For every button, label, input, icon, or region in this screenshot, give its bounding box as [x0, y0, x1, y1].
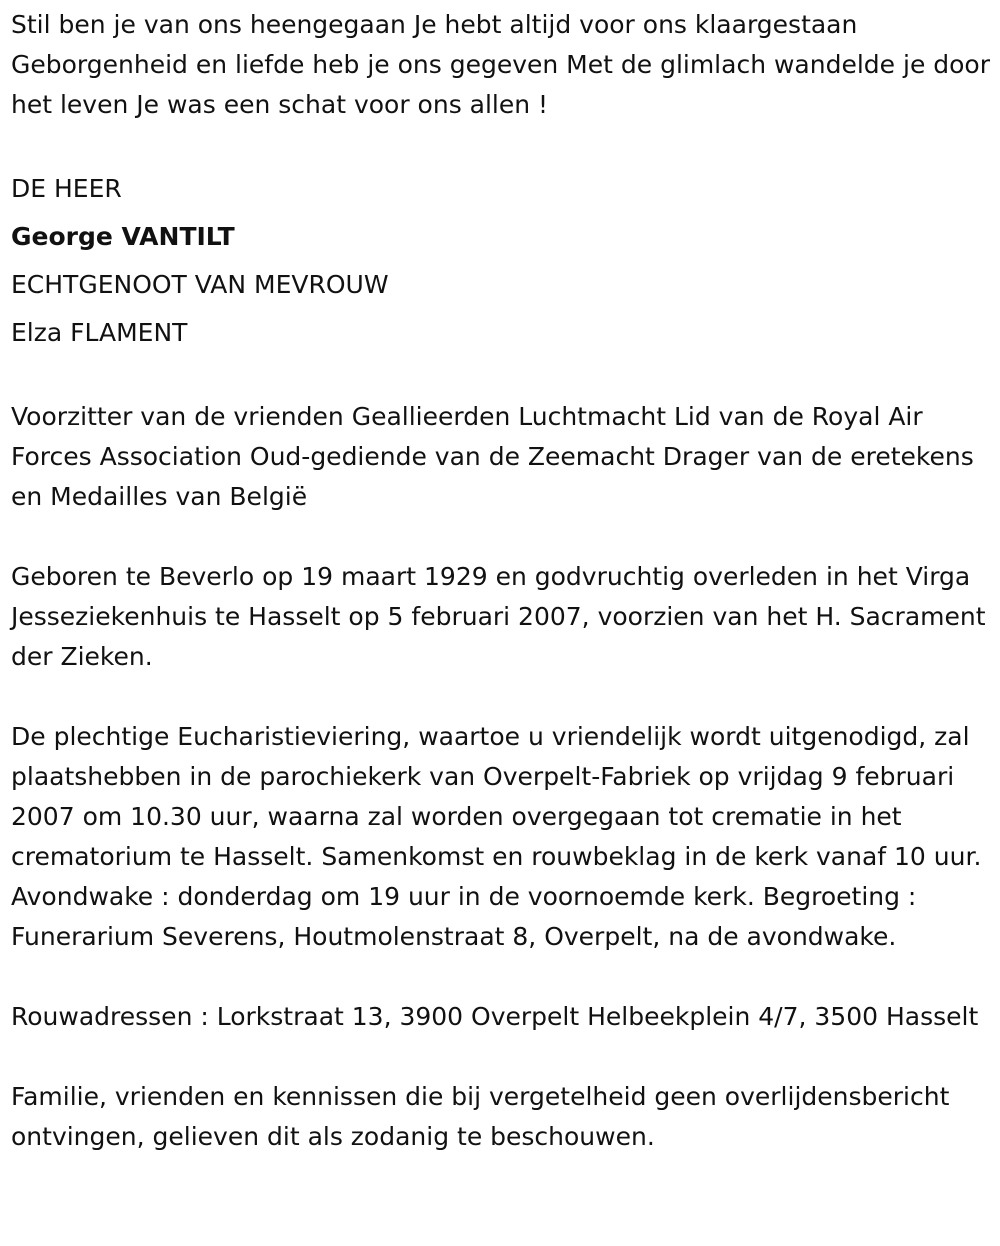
spouse-prefix: ECHTGENOOT VAN MEVROUW: [11, 270, 389, 299]
addresses-paragraph: Rouwadressen : Lorkstraat 13, 3900 Overpelt Helbeekplein 4/7, 3500 Hasselt: [11, 1002, 979, 1031]
title-prefix: DE HEER: [11, 174, 122, 203]
poem-paragraph: Stil ben je van ons heengegaan Je hebt altijd voor ons klaargestaan Geborgenheid en liefde heb je ons gegeven Met de glimlach wandelde je door het leven Je was een schat voor ons allen !: [11, 10, 991, 119]
birth-death-paragraph: Geboren te Beverlo op 19 maart 1929 en godvruchtig overleden in het Virga Jesseziekenhuis te Hasselt op 5 februari 2007, voorzien van het H. Sacrament der Zieken.: [11, 562, 986, 671]
spouse-name: Elza FLAMENT: [11, 318, 188, 347]
deceased-name: George VANTILT: [11, 222, 235, 251]
functions-paragraph: Voorzitter van de vrienden Geallieerden Luchtmacht Lid van de Royal Air Forces Association Oud-gediende van de Zeemacht Drager van de eretekens en Medailles van België: [11, 402, 974, 511]
ceremony-paragraph: De plechtige Eucharistieviering, waartoe u vriendelijk wordt uitgenodigd, zal plaatshebben in de parochiekerk van Overpelt-Fabriek op vrijdag 9 februari 2007 om 10.30 uur, waarna zal worden overgegaan tot crematie in het crematorium te Hasselt. Samenkomst en rouwbeklag in de kerk vanaf 10 uur. Avondwake : donderdag om 19 uur in de voornoemde kerk. Begroeting : Funerarium Severens, Houtmolenstraat 8, Overpelt, na de avondwake.: [11, 722, 982, 951]
closing-paragraph: Familie, vrienden en kennissen die bij vergetelheid geen overlijdensbericht ontvingen, gelieven dit als zodanig te beschouwen.: [11, 1082, 950, 1151]
deceased-heading: [11, 165, 990, 357]
